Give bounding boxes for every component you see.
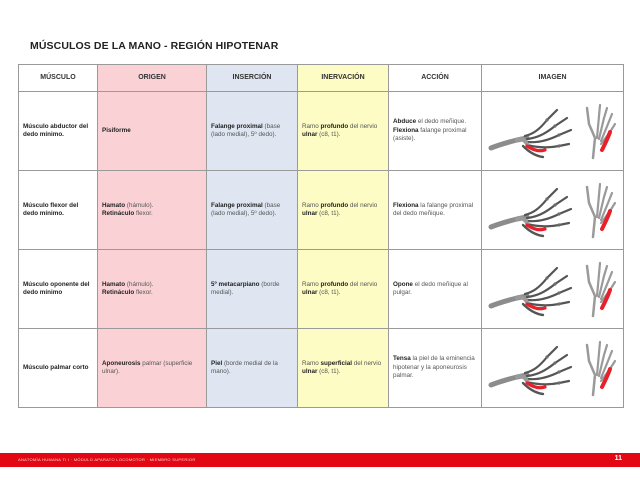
insertion-line	[211, 202, 293, 219]
footer-bar	[0, 453, 640, 467]
header-image: IMAGEN	[482, 65, 624, 92]
isolated-muscle-image	[579, 339, 619, 397]
innervation-line	[302, 281, 384, 298]
innervation-cell	[298, 171, 389, 250]
hand-skeleton-image	[487, 102, 575, 160]
origin-line	[102, 289, 202, 297]
bold-term: ulnar	[302, 131, 318, 138]
header-insertion: INSERCIÓN	[207, 65, 298, 92]
innervation-line	[302, 202, 384, 219]
image-cell	[482, 92, 624, 171]
muscle-name-cell	[19, 250, 98, 329]
header-innervation: INERVACIÓN	[298, 65, 389, 92]
origin-cell	[98, 92, 207, 171]
table-row	[19, 250, 624, 329]
bold-term: Aponeurosis	[102, 359, 141, 367]
bold-term: Falange proximal	[211, 122, 263, 130]
bold-term: Opone	[393, 280, 413, 288]
origin-line	[102, 281, 202, 289]
hand-skeleton-image	[487, 181, 575, 239]
bold-term: ulnar	[302, 368, 318, 375]
text-fragment: (c8, t1).	[317, 131, 341, 138]
image-cell	[482, 250, 624, 329]
innervation-cell	[298, 250, 389, 329]
action-cell	[389, 92, 482, 171]
muscle-name: Músculo palmar corto	[23, 363, 89, 371]
action-line	[393, 355, 477, 380]
action-line	[393, 281, 477, 298]
bold-term: Abduce	[393, 118, 417, 126]
origin-cell	[98, 250, 207, 329]
text-fragment: (c8, t1).	[317, 210, 341, 217]
header-action: ACCIÓN	[389, 65, 482, 92]
text-fragment: flexor.	[134, 289, 153, 296]
bold-term: Flexiona	[393, 201, 419, 209]
muscles-table	[18, 64, 624, 408]
header-muscle: MÚSCULO	[19, 65, 98, 92]
bold-term: Hamato	[102, 201, 126, 209]
image-wrap	[484, 102, 621, 160]
bold-term: ulnar	[302, 289, 318, 296]
origin-cell	[98, 171, 207, 250]
bold-term: profundo	[320, 122, 349, 130]
insertion-line	[211, 281, 293, 298]
text-fragment: Ramo	[302, 122, 321, 130]
text-fragment: falange proximal (asiste).	[393, 126, 467, 143]
hand-skeleton-image	[487, 339, 575, 397]
action-line	[393, 202, 477, 219]
muscle-name-cell	[19, 329, 98, 408]
isolated-muscle-image	[579, 181, 619, 239]
bold-term: profundo	[320, 201, 349, 209]
insertion-cell	[207, 171, 298, 250]
bold-term: Tensa	[393, 355, 411, 363]
insertion-line	[211, 123, 293, 140]
text-fragment: (borde medial de la mano).	[211, 359, 278, 375]
image-wrap	[484, 181, 621, 239]
text-fragment: (borde medial).	[211, 280, 280, 296]
isolated-muscle-image	[579, 260, 619, 318]
text-fragment: (hámulo).	[125, 280, 154, 288]
innervation-cell	[298, 329, 389, 408]
bold-term: ulnar	[302, 210, 318, 217]
text-fragment: (base (lado medial), 5º dedo).	[211, 122, 281, 138]
text-fragment: (base (lado medial), 5º dedo).	[211, 201, 281, 217]
table-row	[19, 171, 624, 250]
insertion-cell	[207, 329, 298, 408]
text-fragment: (c8, t1).	[317, 368, 341, 375]
text-fragment: la piel de la eminencia hipotenar y la aponeurosis palmar.	[393, 355, 475, 380]
muscle-name: Músculo abductor del dedo mínimo.	[23, 122, 89, 138]
footer-text: ANATOMÍA HUMANA TI I · MÓDULO APARATO LOCOMOTOR · MIEMBRO SUPERIOR	[18, 457, 196, 462]
insertion-cell	[207, 250, 298, 329]
table-row	[19, 329, 624, 408]
table-body	[19, 92, 624, 408]
bold-term: Flexiona	[393, 126, 419, 134]
origin-line	[102, 210, 202, 218]
bold-term: superficial	[320, 359, 353, 367]
image-cell	[482, 171, 624, 250]
bold-term: Retináculo	[102, 289, 135, 296]
muscle-name: Músculo flexor del dedo mínimo.	[23, 201, 79, 217]
text-fragment: Ramo	[302, 201, 321, 209]
bold-term: Retináculo	[102, 210, 135, 217]
text-fragment: el dedo meñique al pulgar.	[393, 280, 468, 296]
bold-term: 5º metacarpiano	[211, 280, 260, 288]
hand-skeleton-image	[487, 260, 575, 318]
text-fragment: Ramo	[302, 280, 321, 288]
muscle-name-cell	[19, 92, 98, 171]
bold-term: profundo	[320, 280, 349, 288]
page-number: 11	[614, 454, 622, 462]
text-fragment: el dedo meñique.	[416, 118, 467, 126]
header-origin: ORIGEN	[98, 65, 207, 92]
image-wrap	[484, 260, 621, 318]
bold-term: Pisiforme	[102, 126, 131, 134]
origin-line	[102, 202, 202, 210]
innervation-line	[302, 360, 384, 377]
bold-term: Falange proximal	[211, 201, 263, 209]
text-fragment: la falange proximal del dedo meñique.	[393, 201, 474, 217]
text-fragment: (hámulo).	[125, 201, 154, 209]
text-fragment: flexor.	[134, 210, 153, 217]
action-cell	[389, 329, 482, 408]
image-wrap	[484, 339, 621, 397]
innervation-cell	[298, 92, 389, 171]
action-cell	[389, 171, 482, 250]
table-header-row	[19, 65, 624, 92]
insertion-cell	[207, 92, 298, 171]
page-title: MÚSCULOS DE LA MANO - REGIÓN HIPOTENAR	[30, 40, 279, 52]
insertion-line	[211, 360, 293, 377]
text-fragment: Ramo	[302, 359, 321, 367]
bold-term: Piel	[211, 359, 223, 367]
origin-line	[102, 360, 202, 377]
isolated-muscle-image	[579, 102, 619, 160]
origin-line	[102, 127, 202, 135]
text-fragment: del nervio	[348, 122, 378, 130]
text-fragment: del nervio	[348, 280, 378, 288]
image-cell	[482, 329, 624, 408]
origin-cell	[98, 329, 207, 408]
bold-term: Hamato	[102, 280, 126, 288]
text-fragment: del nervio	[348, 201, 378, 209]
text-fragment: del nervio	[352, 359, 382, 367]
action-line	[393, 127, 477, 144]
action-line	[393, 118, 477, 126]
text-fragment: palmar (superficie ulnar).	[102, 359, 193, 375]
innervation-line	[302, 123, 384, 140]
muscle-name-cell	[19, 171, 98, 250]
muscle-name: Músculo oponente del dedo mínimo	[23, 280, 90, 296]
table-row	[19, 92, 624, 171]
text-fragment: (c8, t1).	[317, 289, 341, 296]
action-cell	[389, 250, 482, 329]
